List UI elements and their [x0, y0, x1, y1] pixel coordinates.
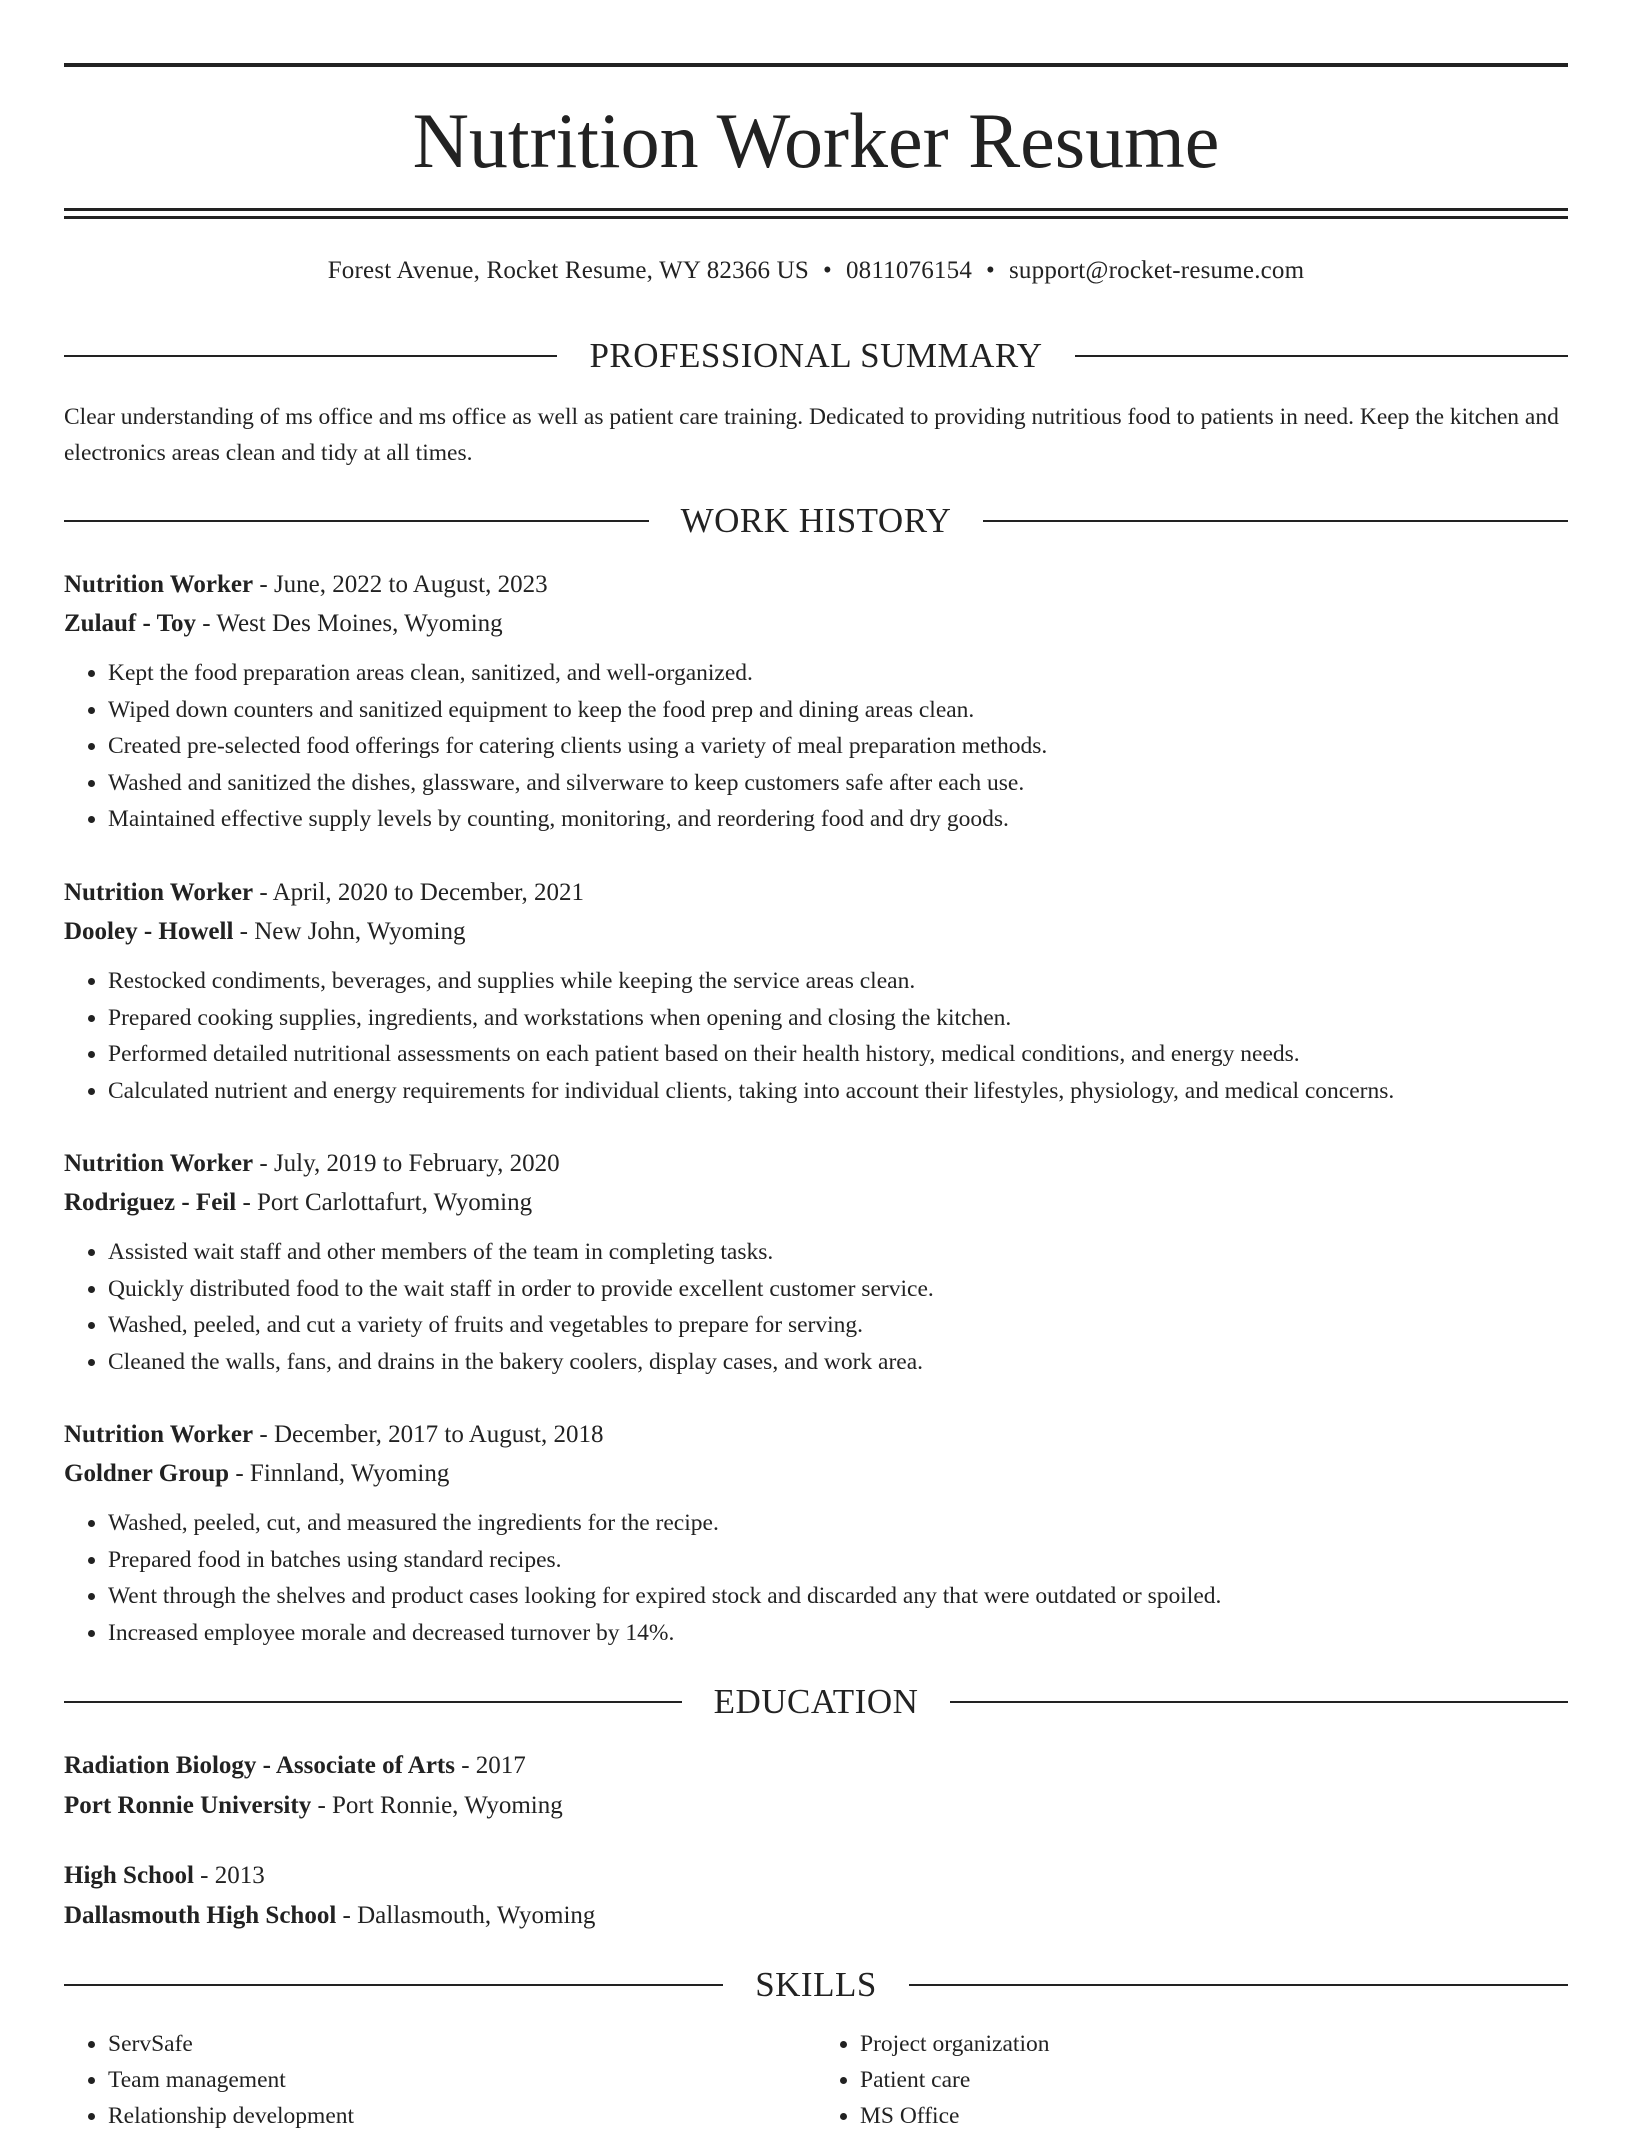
job-title-line: [64, 1415, 1568, 1454]
job-entry: [64, 873, 1568, 1109]
education-location: - Port Ronnie, Wyoming: [311, 1792, 563, 1819]
job-company-line: [64, 1183, 1568, 1222]
education-degree: Radiation Biology - Associate of Arts: [64, 1752, 455, 1779]
job-location: - West Des Moines, Wyoming: [196, 610, 503, 637]
title-rule-lower: [64, 216, 1568, 219]
section-heading-summary: [64, 334, 1568, 378]
job-bullets: [64, 1234, 1568, 1380]
list-item: • Relationship development: [108, 2098, 816, 2134]
education-year: - 2013: [193, 1862, 265, 1889]
list-item: • Performed detailed nutritional assessments on each patient based on their health history, medical conditions, and energy needs.: [108, 1036, 1568, 1073]
heading-rule: [64, 1701, 682, 1703]
job-title: Nutrition Worker: [64, 571, 254, 598]
job-dates: - June, 2022 to August, 2023: [253, 571, 548, 598]
job-company: Dooley - Howell: [64, 918, 234, 945]
section-title: SKILLS: [755, 1965, 877, 2004]
contact-separator: •: [986, 257, 995, 284]
list-item: • Maintained effective supply levels by counting, monitoring, and reordering food and dry goods.: [108, 801, 1568, 838]
contact-phone: 0811076154: [845, 257, 973, 284]
list-item: • Calculated nutrient and energy requirements for individual clients, taking into account their lifestyles, physiology, and medical concerns.: [108, 1073, 1568, 1110]
list-item: • Team management: [108, 2062, 816, 2098]
job-title-line: [64, 565, 1568, 604]
contact-separator: •: [823, 257, 832, 284]
list-item: • Cleaned the walls, fans, and drains in the bakery coolers, display cases, and work area.: [108, 1344, 1568, 1381]
heading-rule: [983, 520, 1568, 522]
list-item: • Washed and sanitized the dishes, glassware, and silverware to keep customers safe after each use.: [108, 765, 1568, 802]
job-bullets: [64, 963, 1568, 1109]
contact-address: Forest Avenue, Rocket Resume, WY 82366 US: [327, 257, 809, 284]
title-rule-upper: [64, 208, 1568, 211]
resume-title: Nutrition Worker Resume: [412, 97, 1220, 184]
job-title-line: [64, 1144, 1568, 1183]
education-school: Dallasmouth High School: [64, 1902, 337, 1929]
section-title: WORK HISTORY: [680, 501, 952, 540]
list-item: • Project organization: [860, 2026, 1568, 2062]
list-item: • Washed, peeled, and cut a variety of fruits and vegetables to prepare for serving.: [108, 1307, 1568, 1344]
job-location: - New John, Wyoming: [233, 918, 466, 945]
education-school: Port Ronnie University: [64, 1792, 312, 1819]
job-company: Zulauf - Toy: [64, 610, 197, 637]
list-item: • Quickly distributed food to the wait staff in order to provide excellent customer service.: [108, 1271, 1568, 1308]
job-company: Rodriguez - Feil: [64, 1189, 237, 1216]
list-item: • Wiped down counters and sanitized equipment to keep the food prep and dining areas clean.: [108, 692, 1568, 729]
heading-rule: [950, 1701, 1568, 1703]
section-title: PROFESSIONAL SUMMARY: [589, 336, 1043, 375]
skills-column-right: [816, 2026, 1568, 2134]
skills-list: [64, 2026, 1568, 2134]
section-title: EDUCATION: [713, 1682, 919, 1721]
job-dates: - July, 2019 to February, 2020: [253, 1150, 560, 1177]
contact-line: [64, 254, 1568, 288]
list-item: • Created pre-selected food offerings for catering clients using a variety of meal preparation methods.: [108, 728, 1568, 765]
job-entry: [64, 565, 1568, 838]
education-degree: High School: [64, 1862, 194, 1889]
education-year: - 2017: [454, 1752, 526, 1779]
section-heading-skills: [64, 1963, 1568, 2007]
list-item: • Increased employee morale and decreased turnover by 14%.: [108, 1615, 1568, 1652]
job-title: Nutrition Worker: [64, 879, 254, 906]
list-item: • Restocked condiments, beverages, and supplies while keeping the service areas clean.: [108, 963, 1568, 1000]
heading-rule: [909, 1984, 1568, 1986]
job-company: Goldner Group: [64, 1460, 230, 1487]
heading-rule: [64, 1984, 723, 1986]
list-item: • ServSafe: [108, 2026, 816, 2062]
education-school-line: [64, 1896, 1568, 1936]
job-bullets: [64, 655, 1568, 838]
education-degree-line: [64, 1856, 1568, 1896]
list-item: • Assisted wait staff and other members of the team in completing tasks.: [108, 1234, 1568, 1271]
heading-rule: [1075, 355, 1568, 357]
list-item: • Prepared cooking supplies, ingredients, and workstations when opening and closing the kitchen.: [108, 1000, 1568, 1037]
top-rule: [64, 63, 1568, 67]
job-dates: - April, 2020 to December, 2021: [253, 879, 584, 906]
list-item: • Went through the shelves and product cases looking for expired stock and discarded any that were outdated or spoiled.: [108, 1578, 1568, 1615]
job-location: - Port Carlottafurt, Wyoming: [236, 1189, 533, 1216]
section-heading-work: [64, 499, 1568, 543]
education-entry: [64, 1856, 1568, 1936]
skills-column-left: [64, 2026, 816, 2134]
education-location: - Dallasmouth, Wyoming: [336, 1902, 596, 1929]
job-entry: [64, 1144, 1568, 1380]
heading-rule: [64, 520, 649, 522]
list-item: • MS Office: [860, 2098, 1568, 2134]
list-item: • Washed, peeled, cut, and measured the ingredients for the recipe.: [108, 1505, 1568, 1542]
list-item: • Patient care: [860, 2062, 1568, 2098]
list-item: • Kept the food preparation areas clean, sanitized, and well-organized.: [108, 655, 1568, 692]
job-location: - Finnland, Wyoming: [229, 1460, 450, 1487]
job-title-line: [64, 873, 1568, 912]
job-entry: [64, 1415, 1568, 1651]
job-bullets: [64, 1505, 1568, 1651]
job-title: Nutrition Worker: [64, 1150, 254, 1177]
job-dates: - December, 2017 to August, 2018: [253, 1421, 604, 1448]
list-item: • Prepared food in batches using standard recipes.: [108, 1542, 1568, 1579]
education-degree-line: [64, 1746, 1568, 1786]
job-title: Nutrition Worker: [64, 1421, 254, 1448]
heading-rule: [64, 355, 557, 357]
job-company-line: [64, 604, 1568, 643]
contact-email[interactable]: support@rocket-resume.com: [1008, 257, 1305, 284]
summary-text: Clear understanding of ms office and ms office as well as patient care training. Dedicated to providing nutritious food to patients in need. Keep the kitchen and electronics areas clean and tidy at all times.: [64, 404, 1559, 466]
education-school-line: [64, 1786, 1568, 1826]
job-company-line: [64, 912, 1568, 951]
section-heading-education: [64, 1680, 1568, 1724]
job-company-line: [64, 1454, 1568, 1493]
education-entry: [64, 1746, 1568, 1826]
